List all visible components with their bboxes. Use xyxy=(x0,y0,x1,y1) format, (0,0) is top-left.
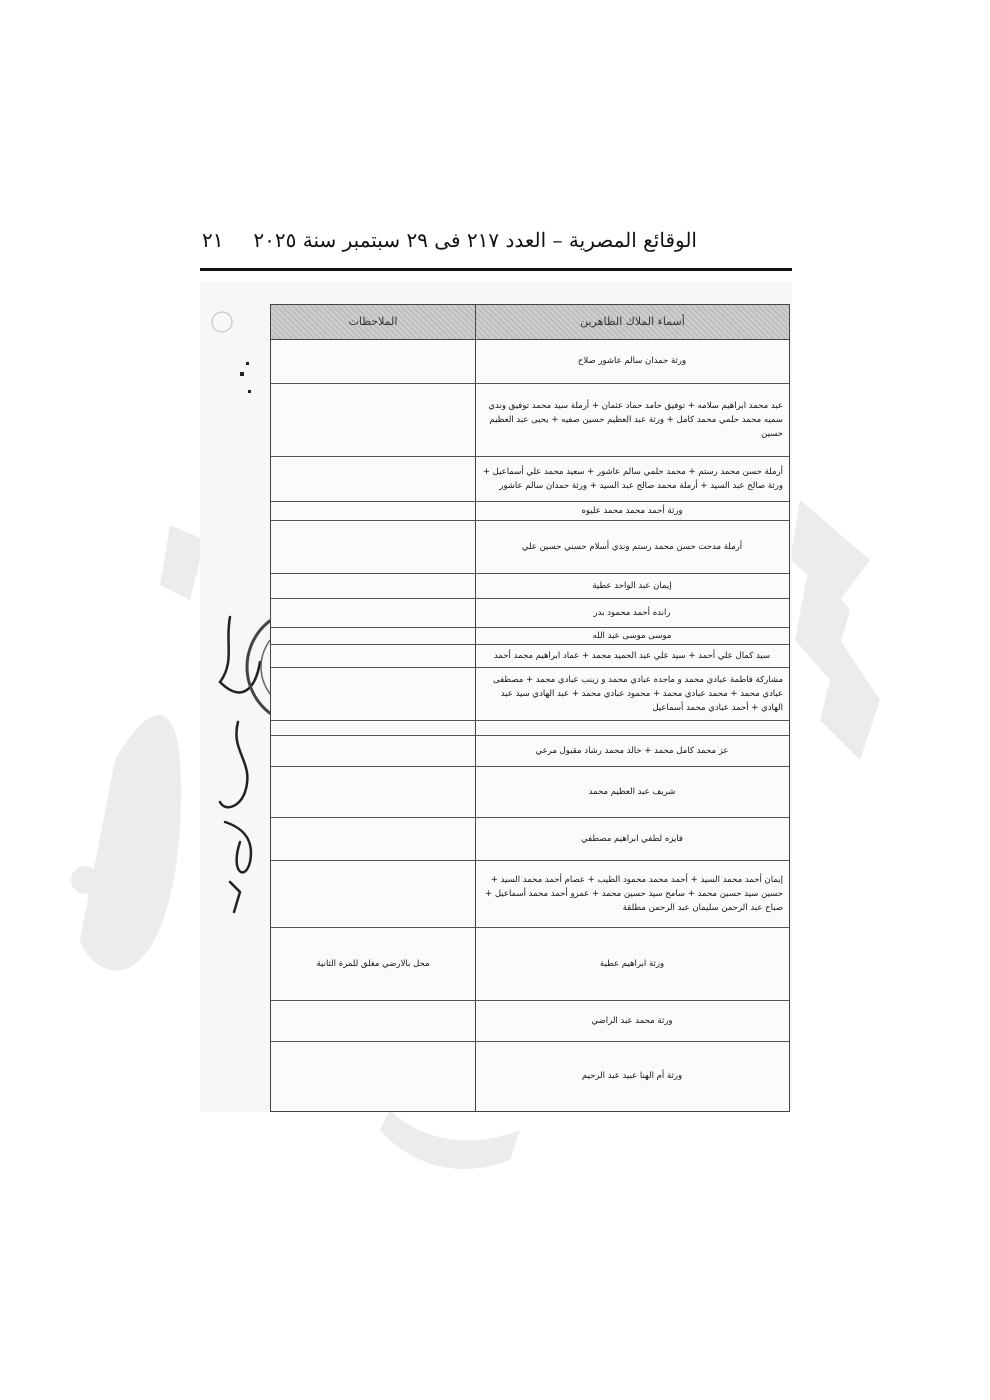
notes-cell xyxy=(275,521,471,573)
notes-cell xyxy=(275,668,471,720)
table-row xyxy=(271,1042,789,1110)
notes-column-header: الملاحظات xyxy=(271,305,476,340)
table-row xyxy=(271,599,789,628)
owner-names-cell: فايزه لطفي ابراهيم مصطفي xyxy=(581,834,683,844)
table-row xyxy=(271,628,789,645)
table-row xyxy=(271,457,789,502)
owner-names-cell: إيمان أحمد محمد السيد + أحمد محمد محمود الطيب + عصام أحمد محمد السيد + حسين سيد حسين محمد + سامح سيد حسين محمد + عمرو أحمد محمد أسماعيل + صباح عبد الرحمن سليمان عبد الرحمن مطلقة xyxy=(485,875,783,913)
notes-cell xyxy=(275,1042,471,1110)
table-row xyxy=(271,1001,789,1042)
owner-names-cell: إيمان عبد الواحد عطية xyxy=(592,581,672,591)
notes-cell xyxy=(275,502,471,520)
gazette-title: الوقائع المصرية – العدد ٢١٧ فى ٢٩ سبتمبر سنة ٢٠٢٥ xyxy=(253,228,697,252)
names-column-header: أسماء الملاك الظاهرين xyxy=(476,305,789,340)
table-row xyxy=(271,645,789,668)
owner-names-cell: مشاركة فاطمة عبادي محمد و ماجده عبادي محمد و زينب عبادي محمد + مصطفى عبادي محمد + محمد عبادي محمد + محمود عبادي محمد + عبد الهادي سيد عبد الهادي + أحمد عبادي محمد أسماعيل xyxy=(493,675,783,713)
owner-names-cell: موسى موسى عبد الله xyxy=(592,631,672,641)
page-number: ٢١ xyxy=(202,228,224,252)
notes-cell xyxy=(275,384,471,456)
table-row xyxy=(271,721,789,736)
notes-cell xyxy=(275,628,471,644)
owner-names-cell: رانده أحمد محمود بدر xyxy=(593,608,671,618)
owner-names-cell: ورثة أحمد محمد محمد عليوه xyxy=(581,506,683,516)
notes-cell xyxy=(275,574,471,598)
notes-cell xyxy=(275,339,471,383)
scanned-table-image xyxy=(200,282,792,1112)
notes-cell xyxy=(275,1001,471,1041)
table-row xyxy=(271,574,789,599)
owner-names-cell: ورثة محمد عبد الراضي xyxy=(591,1016,673,1026)
owner-names-cell: عبد محمد ابراهيم سلامه + توفيق حامد حماد عثمان + أرملة سيد محمد توفيق وندي سميه محمد حلمي محمد كامل + ورثة عبد العظيم حسين صفيه + يحيى عبد العظيم حسين xyxy=(488,401,783,439)
owners-table xyxy=(270,304,790,1112)
owner-names-cell: ورثة أم الهنا عبيد عبد الرحيم xyxy=(581,1071,683,1081)
table-row xyxy=(271,339,789,384)
notes-cell: محل بالارضي مغلق للمرة الثانية xyxy=(316,959,430,969)
owner-names-cell: أرملة حسن محمد رستم + محمد حلمي سالم عاشور + سعيد محمد علي أسماعيل + ورثة صالح عبد السيد + أرملة محمد صالح عبد السيد + ورثة حمدان سالم عاشور xyxy=(482,467,783,491)
page-header xyxy=(200,226,792,271)
owner-names-cell: أرملة مدحت حسن محمد رستم وندي أسلام حسني حسين علي xyxy=(521,542,743,552)
table-row xyxy=(271,668,789,721)
owner-names-cell: ورثة ابراهيم عطية xyxy=(599,959,665,969)
notes-cell xyxy=(275,721,471,735)
notes-cell xyxy=(275,645,471,667)
table-row xyxy=(271,521,789,574)
table-row xyxy=(271,384,789,457)
notes-cell xyxy=(275,736,471,766)
owner-names-cell: عز محمد كامل محمد + خالد محمد رشاد مقبول مرعي xyxy=(535,746,729,756)
table-row xyxy=(271,818,789,861)
notes-cell xyxy=(275,861,471,927)
table-row xyxy=(271,736,789,767)
notes-cell xyxy=(275,457,471,501)
owner-names-cell xyxy=(481,721,783,735)
notes-cell xyxy=(275,599,471,627)
owner-names-cell: سيد كمال علي أحمد + سيد علي عبد الحميد محمد + عماد ابراهيم محمد أحمد xyxy=(493,651,771,661)
table-row xyxy=(271,502,789,521)
table-row xyxy=(271,861,789,928)
owner-names-cell: ورثة حمدان سالم عاشور صلاح xyxy=(577,356,687,366)
notes-cell xyxy=(275,767,471,817)
notes-cell xyxy=(275,818,471,860)
table-row xyxy=(271,767,789,818)
owner-names-cell: شريف عبد العظيم محمد xyxy=(588,787,676,797)
table-row xyxy=(271,928,789,1001)
